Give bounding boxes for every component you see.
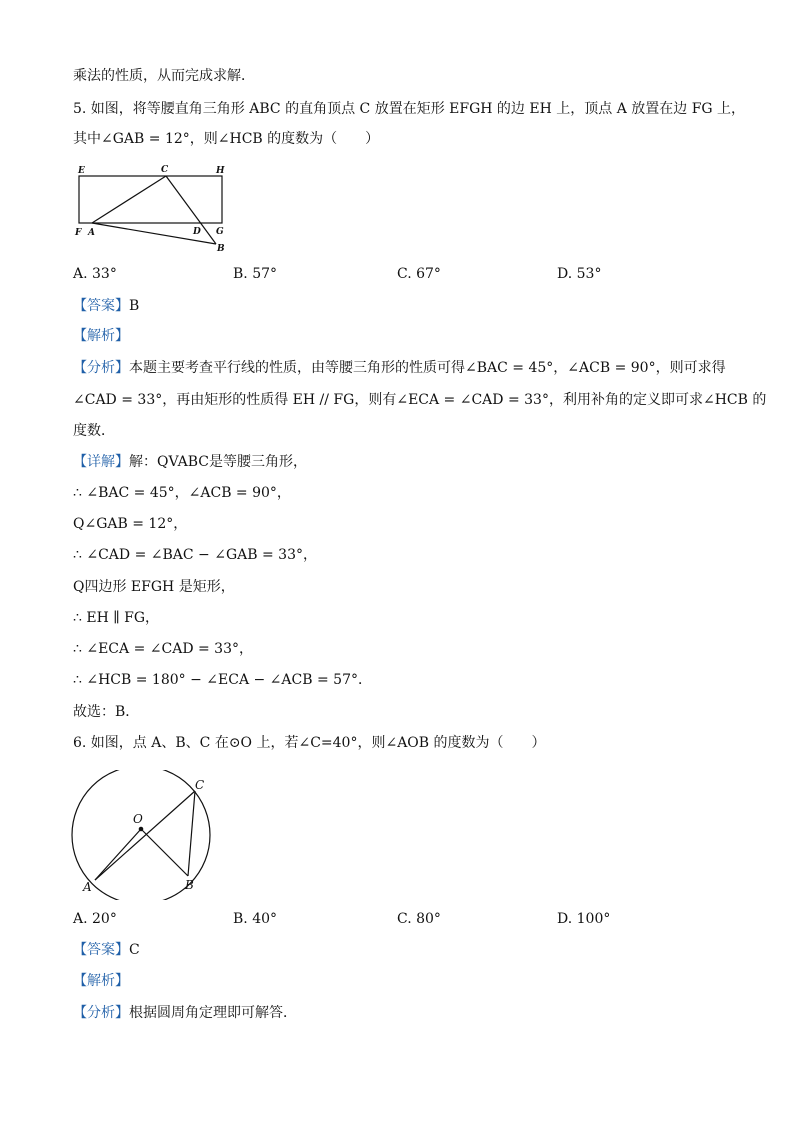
label-C: C [195, 778, 205, 792]
label-A: A [83, 880, 92, 894]
q5-fenxi-line2: ∠CAD = 33°，再由矩形的性质得 EH // FG，则有∠ECA = ∠CAD = 33°，利用补角的定义即可求∠HCB 的 [73, 392, 767, 408]
q6-option-c: C. 80° [397, 911, 441, 927]
label-B: B [217, 244, 225, 254]
label-A: A [88, 228, 95, 238]
q5-stem-line2: 其中∠GAB = 12°，则∠HCB 的度数为（ ） [73, 131, 380, 147]
label-C: C [161, 165, 169, 175]
fenxi-text: 根据圆周角定理即可解答． [129, 1005, 297, 1021]
q6-option-d: D. 100° [557, 911, 611, 927]
answer-tag: 【答案】 [73, 298, 129, 314]
q5-fenxi-line3: 度数． [73, 423, 115, 439]
fenxi-text: 本题主要考查平行线的性质，由等腰三角形的性质可得∠BAC = 45°，∠ACB = 90°，则可求得 [129, 360, 726, 376]
q6-stem: 6. 如图，点 A、B、C 在⊙O 上，若∠C=40°，则∠AOB 的度数为（ ） [73, 735, 546, 751]
q5-option-d: D. 53° [557, 266, 602, 282]
detail-text: 解：QVABC是等腰三角形， [129, 454, 308, 470]
fenxi-tag: 【分析】 [73, 360, 129, 376]
q5-detail-line-2: Q∠GAB = 12°， [73, 516, 188, 532]
q5-detail-line-8: 故选：B． [73, 704, 140, 720]
fenxi-tag: 【分析】 [73, 1005, 129, 1021]
q5-option-b: B. 57° [233, 266, 278, 282]
q6-option-b: B. 40° [233, 911, 278, 927]
label-G: G [216, 227, 224, 237]
label-F: F [75, 228, 82, 238]
answer-value: B [129, 298, 140, 314]
q5-option-c: C. 67° [397, 266, 441, 282]
q5-figure-rectangle-triangle [70, 160, 230, 255]
q5-detail-line-5: ∴ EH ∥ FG， [73, 610, 160, 626]
q5-fenxi-line1 [73, 358, 726, 378]
q6-analysis-tag: 【解析】 [73, 973, 129, 989]
q5-detail-line-1: ∴ ∠BAC = 45°，∠ACB = 90°， [73, 485, 291, 501]
detail-tag: 【详解】 [73, 454, 129, 470]
label-B: B [185, 878, 194, 892]
q5-detail-line-0 [73, 452, 307, 472]
q5-detail-line-6: ∴ ∠ECA = ∠CAD = 33°， [73, 641, 253, 657]
q5-detail-line-4: Q四边形 EFGH 是矩形， [73, 579, 235, 595]
intro-tail-text: 乘法的性质，从而完成求解． [73, 68, 255, 84]
q6-answer [73, 940, 140, 960]
q6-option-a: A. 20° [73, 911, 117, 927]
q6-fenxi [73, 1003, 297, 1023]
label-E: E [78, 166, 85, 176]
q5-analysis-tag: 【解析】 [73, 328, 129, 344]
label-D: D [193, 227, 201, 237]
q5-detail-line-7: ∴ ∠HCB = 180° − ∠ECA − ∠ACB = 57°． [73, 672, 372, 688]
label-H: H [216, 166, 225, 176]
label-O: O [133, 812, 143, 826]
q5-stem-line1: 5. 如图，将等腰直角三角形 ABC 的直角顶点 C 放置在矩形 EFGH 的边 EH 上，顶点 A 放置在边 FG 上， [73, 101, 746, 117]
answer-value: C [129, 942, 140, 958]
answer-tag: 【答案】 [73, 942, 129, 958]
q6-figure-circle [65, 770, 225, 900]
q5-option-a: A. 33° [73, 266, 117, 282]
q5-answer [73, 296, 139, 316]
q5-detail-line-3: ∴ ∠CAD = ∠BAC − ∠GAB = 33°， [73, 547, 317, 563]
